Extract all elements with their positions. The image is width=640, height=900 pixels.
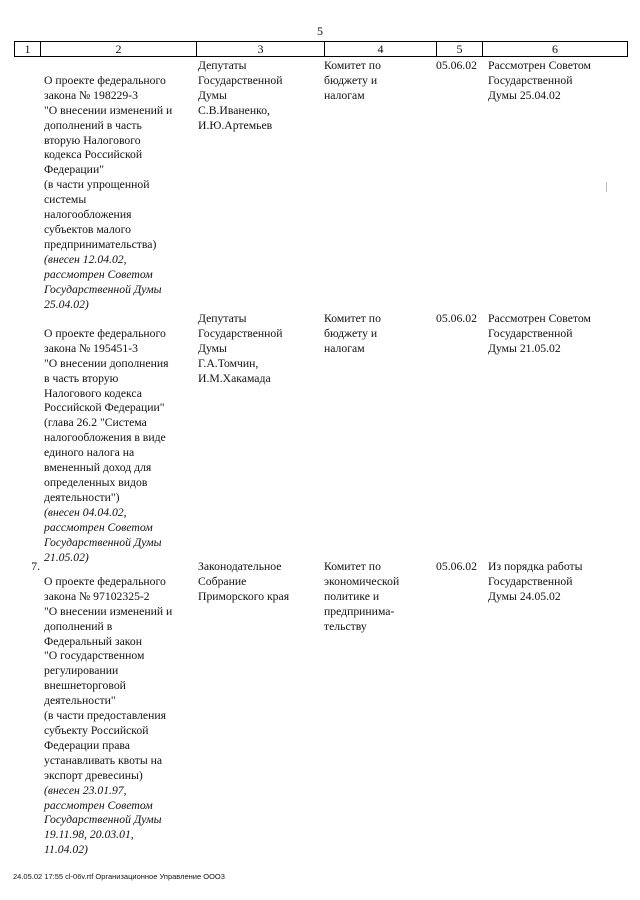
column-header-3: 3: [196, 41, 325, 57]
bill-description: [44, 312, 196, 580]
column-header-2: 2: [40, 41, 197, 57]
bill-note: (внесен 04.04.02, рассмотрен Советом Государственной Думы 21.05.02): [44, 505, 162, 564]
scan-mark: [606, 182, 607, 192]
date: 05.06.02: [436, 312, 477, 325]
bill-author: Депутаты Государственной Думы С.В.Иваненко, И.Ю.Артемьев: [198, 59, 283, 132]
bill-title: О проекте федерального закона № 198229-3 "О внесении изменений и дополнений в часть вторую Налогового кодекса Российской Федерации" (в части упрощенной системы налогообложения субъектов малого предпринимательства): [44, 73, 173, 251]
row-number: 7.: [31, 560, 40, 573]
page-number: 5: [317, 24, 323, 38]
committee: Комитет по бюджету и налогам: [324, 59, 381, 102]
column-header-6: 6: [482, 41, 628, 57]
bill-description: [44, 560, 196, 873]
column-header-1: 1: [14, 41, 41, 57]
column-header-5: 5: [436, 41, 483, 57]
date: 05.06.02: [436, 560, 477, 573]
bill-note: (внесен 23.01.97, рассмотрен Советом Государственной Думы 19.11.98, 20.03.01, 11.04.02): [44, 783, 162, 857]
column-header-4: 4: [324, 41, 437, 57]
status: Из порядка работы Государственной Думы 24.05.02: [488, 560, 583, 603]
committee: Комитет по экономической политике и предпринима- тельству: [324, 560, 400, 633]
bill-author: Депутаты Государственной Думы Г.А.Томчин, И.М.Хакамада: [198, 312, 283, 385]
bill-note: (внесен 12.04.02, рассмотрен Советом Государственной Думы 25.04.02): [44, 252, 162, 311]
status: Рассмотрен Советом Государственной Думы 21.05.02: [488, 312, 591, 355]
bill-description: [44, 59, 196, 327]
date: 05.06.02: [436, 59, 477, 72]
bill-title: О проекте федерального закона № 195451-3 "О внесении дополнения в часть вторую Налогового кодекса Российской Федерации" (глава 26.2 "Система налогообложения в виде единого налога на вмененный доход для определенных видов деятельности"): [44, 326, 169, 504]
bill-title: О проекте федерального закона № 97102325-2 "О внесении изменений и дополнений в Федеральный закон "О государственном регулировании внешнеторговой деятельности" (в части предоставления субъекту Российской Федерации права устанавливать квоты на экспорт древесины): [44, 574, 173, 782]
status: Рассмотрен Советом Государственной Думы 25.04.02: [488, 59, 591, 102]
committee: Комитет по бюджету и налогам: [324, 312, 381, 355]
bill-author: Законодательное Собрание Приморского края: [198, 560, 290, 603]
document-footer: 24.05.02 17:55 cl-06v.rtf Организационное Управление ООО3: [13, 872, 225, 881]
